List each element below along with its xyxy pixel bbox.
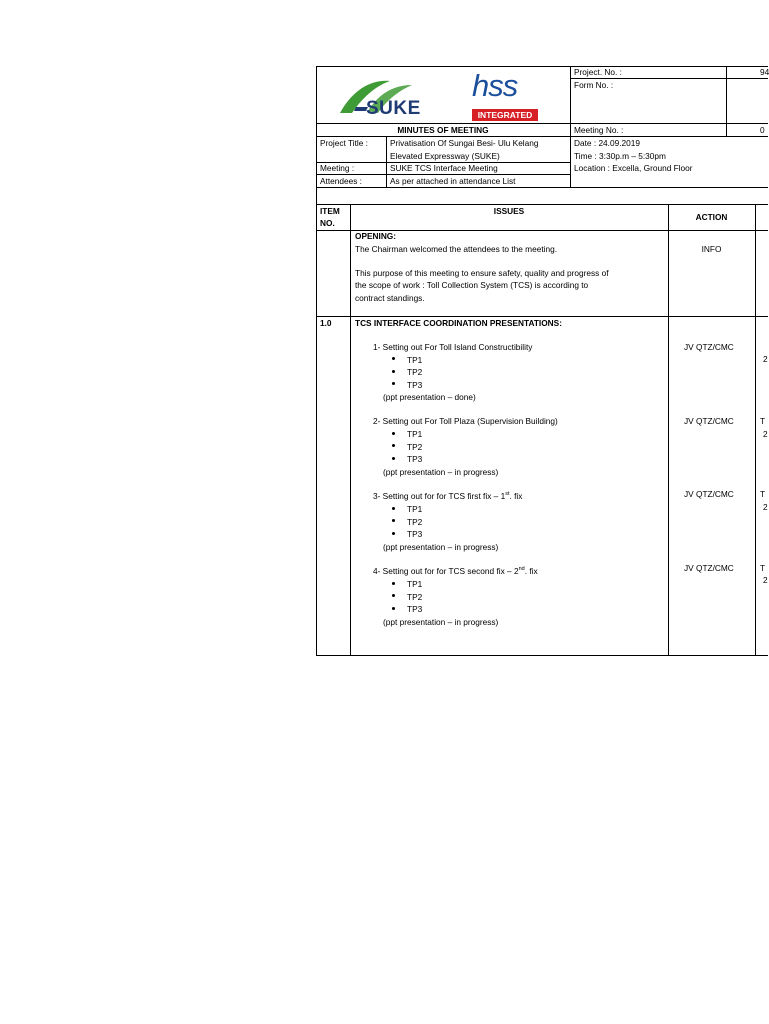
project-title-label: Project Title : [320, 138, 368, 148]
bullet-dot [392, 457, 395, 460]
item-heading [373, 565, 538, 578]
meeting-value: SUKE TCS Interface Meeting [390, 163, 498, 173]
opening-line: The Chairman welcomed the attendees to the meeting. [355, 243, 558, 254]
rule-action-col [755, 204, 756, 656]
item-heading-sup: st [505, 491, 510, 498]
bullet-dot [392, 532, 395, 535]
suke-logo [338, 71, 430, 121]
item-right-bottom: 2 [763, 428, 768, 439]
bullet-dot [392, 432, 395, 435]
item-bullet: TP3 [407, 454, 423, 464]
item-status: (ppt presentation – in progress) [383, 617, 499, 627]
attendees-value: As per attached in attendance List [390, 175, 516, 186]
form-no-label: Form No. : [574, 80, 614, 90]
item-status: (ppt presentation – in progress) [383, 542, 499, 552]
item-heading: 2- Setting out For Toll Plaza (Supervision Building) [373, 416, 558, 426]
border-left [316, 66, 317, 656]
rule-issues-col [668, 204, 669, 656]
col-action-label: ACTION [695, 212, 728, 222]
meeting-time: Time : 3:30p.m – 5:30pm [574, 150, 666, 161]
item-right-bottom: 2 [763, 575, 768, 585]
item-action: JV QTZ/CMC [684, 562, 734, 573]
project-no-value: 94 [760, 67, 769, 77]
hss-integrated-text: INTEGRATED [477, 110, 533, 120]
opening-action: INFO [701, 243, 722, 254]
item-right-top: T [760, 416, 766, 426]
item-heading-suffix: . fix [524, 566, 538, 576]
item-heading-suffix: . fix [509, 491, 523, 501]
item-bullet: TP2 [407, 591, 423, 602]
rule-label-col [386, 136, 387, 188]
item-right-top: T [760, 562, 766, 573]
col-item-label-2: NO. [320, 218, 335, 228]
item-bullet: TP3 [407, 379, 423, 390]
table-bottom [316, 655, 768, 656]
project-no-label: Project. No. : [574, 67, 622, 77]
minutes-title: MINUTES OF MEETING [397, 125, 489, 135]
item-bullet: TP2 [407, 516, 423, 527]
hss-logo [472, 69, 538, 124]
meeting-date: Date : 24.09.2019 [574, 138, 640, 148]
item-right-bottom: 2 [763, 354, 768, 364]
bullet-dot [392, 582, 395, 585]
item-bullet: TP1 [407, 579, 423, 589]
meeting-label: Meeting : [320, 163, 355, 173]
rule-header-mid [570, 66, 571, 188]
item-bullet: TP2 [407, 441, 423, 452]
rule-header-value-mid [726, 123, 727, 137]
meeting-minutes-document [316, 66, 768, 656]
item-heading [373, 490, 522, 503]
item-status: (ppt presentation – done) [383, 392, 476, 402]
attendees-label: Attendees : [320, 175, 362, 186]
item-bullet: TP2 [407, 367, 423, 377]
opening-para-1: This purpose of this meeting to ensure safety, quality and progress of [355, 267, 609, 278]
bullet-dot [392, 357, 395, 360]
col-item-label-1: ITEM [320, 206, 340, 216]
item-heading-sup: nd [518, 566, 525, 573]
item-right-top: T [760, 489, 766, 499]
bullet-dot [392, 507, 395, 510]
item-bullet: TP1 [407, 429, 423, 439]
item-heading-text: 4- Setting out for for TCS second fix – 2 [373, 566, 519, 576]
col-issues-label: ISSUES [493, 206, 525, 216]
opening-para-2: the scope of work : Toll Collection System (TCS) is according to [355, 280, 589, 290]
hss-logo-text: hss [472, 68, 518, 103]
item-heading: 1- Setting out For Toll Island Constructibility [373, 342, 533, 352]
item-bullet: TP3 [407, 529, 423, 539]
bullet-dot [392, 519, 395, 522]
item-status: (ppt presentation – in progress) [383, 467, 499, 477]
item-right-bottom: 2 [763, 501, 768, 512]
project-title-line1: Privatisation Of Sungai Besi- Ulu Kelang [390, 138, 539, 148]
item-action: JV QTZ/CMC [684, 342, 734, 352]
item-bullet: TP1 [407, 354, 423, 365]
bullet-dot [392, 444, 395, 447]
meeting-no-label: Meeting No. : [574, 125, 624, 135]
meeting-no-value: 0 [760, 125, 765, 135]
bullet-dot [392, 382, 395, 385]
rule-header-bottom [316, 187, 768, 188]
section-title: TCS INTERFACE COORDINATION PRESENTATIONS: [355, 318, 562, 328]
item-bullet: TP1 [407, 504, 423, 514]
bullet-dot [392, 607, 395, 610]
item-bullet: TP3 [407, 604, 423, 614]
opening-title: OPENING: [355, 231, 397, 241]
project-title-line2: Elevated Expressway (SUKE) [390, 150, 500, 161]
suke-logo-text: SUKE [366, 98, 421, 119]
rule-item-col [350, 204, 351, 656]
opening-para-3: contract standings. [355, 292, 425, 303]
rule-header-value-top [726, 66, 727, 124]
item-action: JV QTZ/CMC [684, 416, 734, 426]
bullet-dot [392, 370, 395, 373]
meeting-location: Location : Excella, Ground Floor [574, 163, 693, 173]
item-heading-text: 3- Setting out for for TCS first fix – 1 [373, 491, 506, 501]
border-top [316, 66, 768, 67]
section-item-no: 1.0 [320, 318, 332, 328]
bullet-dot [392, 594, 395, 597]
item-action: JV QTZ/CMC [684, 489, 734, 499]
